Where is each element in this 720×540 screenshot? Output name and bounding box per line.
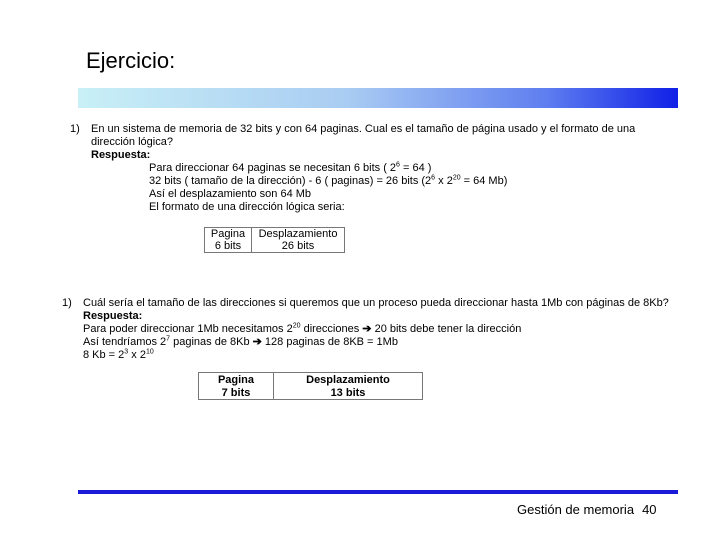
table-cell-offset: 13 bits bbox=[274, 386, 423, 400]
answer-label: Respuesta: bbox=[91, 149, 151, 161]
question-2 bbox=[62, 297, 692, 310]
answer-line: Así el desplazamiento son 64 Mb bbox=[149, 188, 312, 200]
arrow-right-icon: ➔ bbox=[252, 336, 262, 348]
question-text: Cuál sería el tamaño de las direcciones si queremos que un proceso pueda direccionar hasta 1Mb con páginas de 8Kb? bbox=[83, 297, 669, 309]
answer-label: Respuesta: bbox=[83, 310, 143, 322]
question-number: 1) bbox=[62, 297, 72, 309]
exercise-1 bbox=[70, 123, 670, 214]
answer-line: 8 $Kb = 2^3$ x $2^{10}$ bbox=[83, 348, 154, 361]
table-header-offset: Desplazamiento bbox=[252, 228, 345, 241]
table-header-page: Pagina bbox=[205, 228, 252, 241]
slide-title: Ejercicio: bbox=[86, 48, 176, 73]
answer-line: 32 bits ( tamaño de la dirección) - 6 ( paginas) = 26 bits ($2^6$ x $2^{20} = 64$ Mb) bbox=[149, 174, 508, 187]
answer-line: Para direccionar 64 paginas se necesitan 6 bits ( $2^6 = 64$ ) bbox=[149, 161, 432, 174]
title-gradient-bar bbox=[78, 88, 678, 108]
footer-label: Gestión de memoria bbox=[517, 502, 635, 517]
table-cell-page: 7 bits bbox=[199, 386, 274, 400]
answer-line: Así tendríamos $2^7$ paginas de 8Kb ➔ 128 paginas de 8KB = 1Mb bbox=[83, 335, 398, 348]
question-1 bbox=[70, 123, 670, 149]
address-format-table-2 bbox=[198, 372, 423, 400]
arrow-right-icon: ➔ bbox=[362, 323, 372, 335]
exercise-2 bbox=[62, 297, 692, 362]
footer bbox=[517, 502, 657, 517]
table-header-page: Pagina bbox=[199, 373, 274, 387]
address-format-table-1 bbox=[204, 227, 345, 253]
question-number: 1) bbox=[70, 123, 80, 135]
table-cell-offset: 26 bits bbox=[252, 240, 345, 253]
footer-divider bbox=[78, 490, 678, 494]
question-text: En un sistema de memoria de 32 bits y con 64 paginas. Cual es el tamaño de página usado y el formato de una dirección lógica? bbox=[91, 123, 636, 148]
table-header-offset: Desplazamiento bbox=[274, 373, 423, 387]
page-number: 40 bbox=[642, 502, 657, 517]
answer-line: Para poder direccionar 1Mb necesitamos $2^{20}$ direcciones ➔ 20 bits debe tener la dirección bbox=[83, 322, 522, 335]
answer-line: El formato de una dirección lógica seria: bbox=[149, 201, 345, 213]
table-cell-page: 6 bits bbox=[205, 240, 252, 253]
